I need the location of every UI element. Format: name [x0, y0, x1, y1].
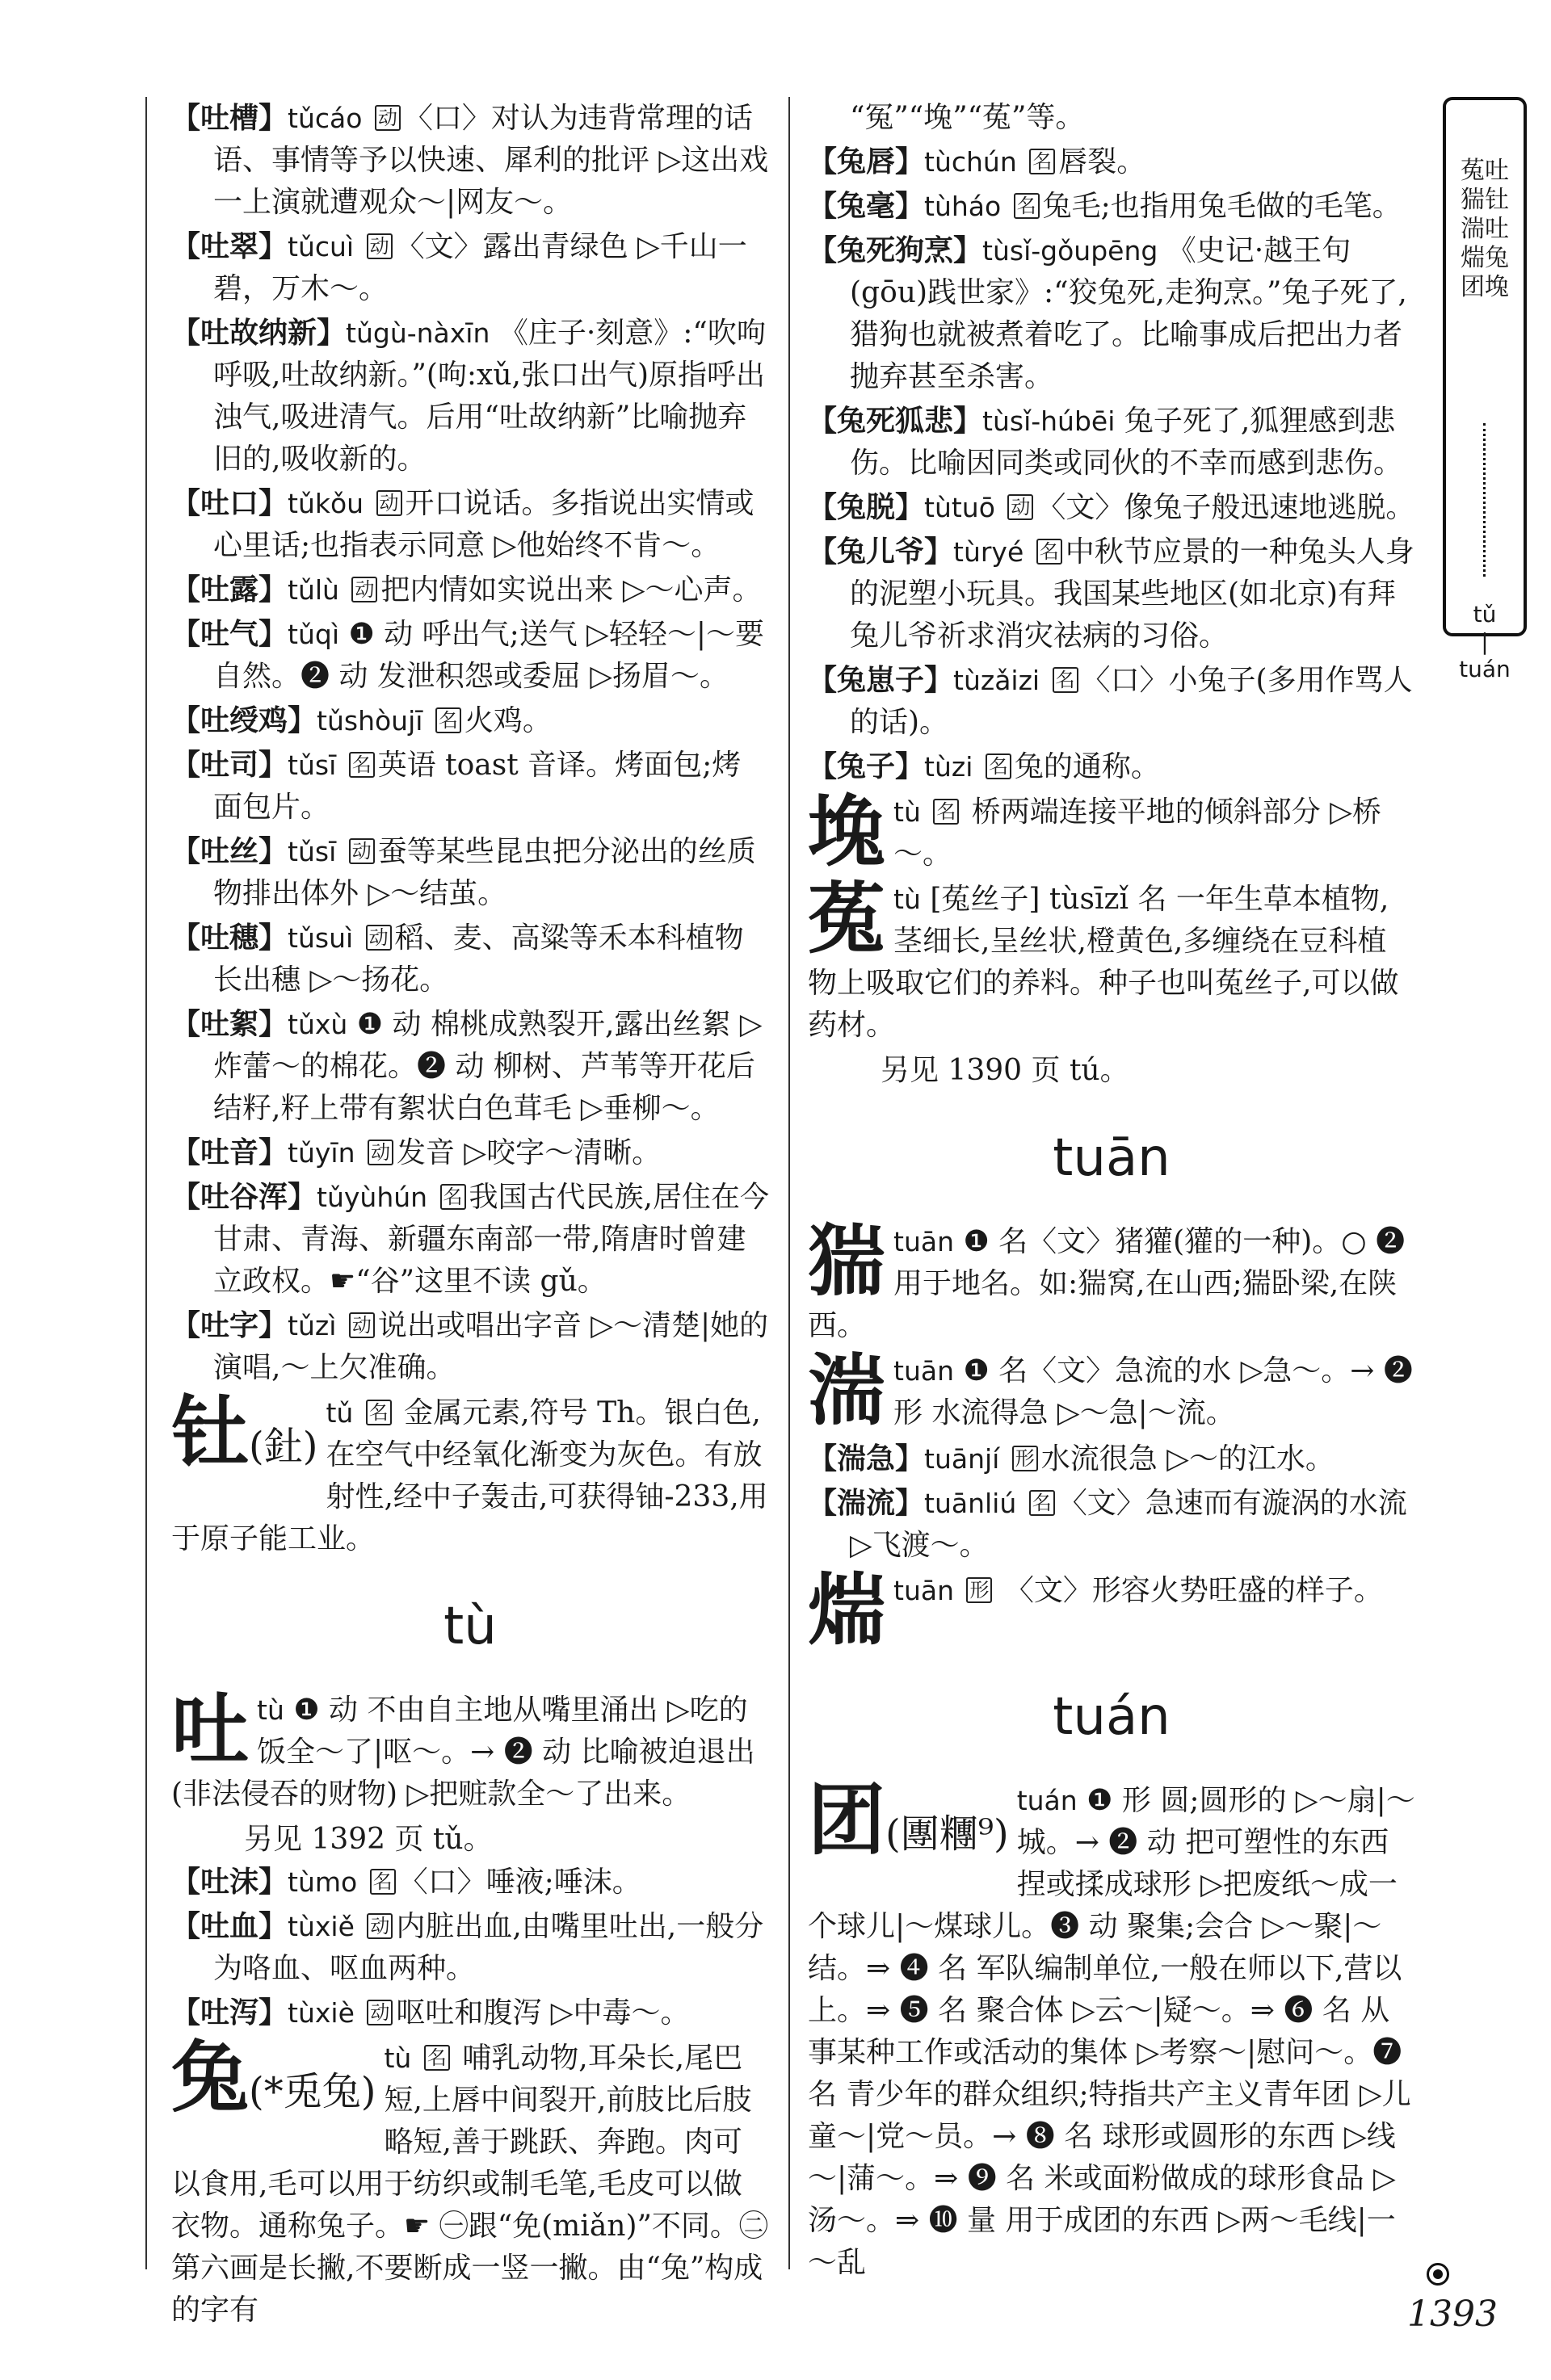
entry-headword: 【兔子】: [808, 749, 925, 783]
entry-headword: 【吐故纳新】: [171, 316, 347, 350]
right-entries-group-2: [808, 1438, 1415, 1567]
headchar-tu4: 吐: [171, 1684, 249, 1775]
dictionary-entry: [171, 97, 769, 224]
thumb-index-dotted-line: [1483, 423, 1486, 577]
pinyin: tuānjí: [924, 1443, 1000, 1475]
dictionary-entry: [171, 917, 769, 1001]
pinyin: tùzi: [924, 751, 973, 783]
thumb-index-characters: 菟吐猯钍湍吐煓兔团堍: [1461, 157, 1509, 301]
pinyin: tǔqì: [288, 619, 339, 650]
definition: 稻、麦、高粱等禾本科植物长出穗 ▷～扬花。: [213, 921, 744, 997]
left-entries-group-1: [171, 97, 769, 1389]
entry-headword: 【吐司】: [171, 748, 288, 782]
definition: 兔毛;也指用兔毛做的毛笔。: [1042, 190, 1402, 223]
dictionary-entry: [808, 185, 1415, 228]
left-entries-group-2: [171, 1861, 769, 2034]
definition: 把内情如实说出来 ▷～心声。: [380, 573, 762, 607]
definition: 兔的通称。: [1014, 750, 1160, 783]
definition: 〈文〉像兔子般迅速地逃脱。: [1036, 491, 1415, 524]
entry-headword: 【湍流】: [808, 1486, 925, 1520]
pinyin: tǔxù: [288, 1009, 348, 1040]
pinyin: tǔcáo: [288, 103, 363, 134]
continued-text: “冤”“堍”“菟”等。: [850, 101, 1085, 134]
pinyin: tùxiè: [288, 1997, 355, 2029]
pinyin: tǔkǒu: [288, 488, 364, 519]
definition: 火鸡。: [464, 704, 552, 737]
pinyin: tù: [384, 2042, 412, 2074]
definition: 蚕等某些昆虫把分泌出的丝质物排出体外 ▷～结茧。: [213, 835, 756, 910]
definition: 〈口〉唾液;唾沫。: [398, 1866, 641, 1899]
dictionary-entry: [171, 1176, 769, 1303]
dictionary-entry: [808, 659, 1415, 744]
pos-label: 名: [1029, 1490, 1055, 1516]
entry-headword: 【吐谷浑】: [171, 1180, 317, 1214]
definition: ❶ 动 呼出气;送气 ▷轻轻～|～要自然。❷ 动 发泄积怨或委屈 ▷扬眉～。: [213, 618, 765, 693]
definition: 内脏出血,由嘴里吐出,一般分为咯血、呕血两种。: [213, 1910, 764, 1985]
pinyin: tǔyùhún: [317, 1182, 428, 1213]
thumb-index-range: tǔ | tuán: [1459, 601, 1511, 682]
entry-headword: 【兔儿爷】: [808, 535, 954, 569]
definition: 英语 toast 音译。烤面包;烤面包片。: [213, 749, 742, 824]
thumb-index-tab: [1443, 97, 1527, 682]
entry-group: [808, 1774, 1415, 2284]
definition: ❶ 动 棉桃成熟裂开,露出丝絮 ▷炸蕾～的棉花。❷ 动 柳树、芦苇等开花后结籽,籽上带有絮状白色茸毛 ▷垂柳～。: [213, 1008, 763, 1125]
definition: 说出或唱出字音 ▷～清楚|她的演唱,～上欠准确。: [213, 1309, 769, 1384]
dictionary-entry: [171, 699, 769, 742]
pinyin: tùxiě: [288, 1911, 355, 1942]
entry-headword: 【吐气】: [171, 617, 288, 651]
dictionary-entry: [171, 830, 769, 915]
entry-headword: 【吐丝】: [171, 834, 288, 868]
entry-headword: 【兔死狗烹】: [808, 233, 983, 267]
definition: 开口说话。多指说出实情或心里话;也指表示同意 ▷他始终不肯～。: [213, 487, 754, 562]
pos-label: 动: [367, 233, 393, 259]
dictionary-entry: [171, 1861, 769, 1904]
definition: [菟丝子] tùsīzǐ 名 一年生草本植物,茎细长,呈丝状,橙黄色,多缠绕在豆科植物上吸取它们的养料。种子也叫菟丝子,可以做药材。: [808, 883, 1399, 1042]
dictionary-entry: [171, 225, 769, 310]
headchar-thorium: 钍(釷): [171, 1387, 318, 1478]
dictionary-entry: [171, 1905, 769, 1990]
see-also-note: 另见 1392 页 tǔ。: [244, 1823, 493, 1856]
entry-headword: 【兔死狐悲】: [808, 404, 983, 438]
pos-label: 动: [368, 1140, 393, 1165]
pos-label: 名: [1029, 149, 1055, 174]
pinyin: tǔsuì: [288, 922, 354, 954]
entry-headword: 【吐绶鸡】: [171, 703, 317, 737]
pinyin: tǔ: [326, 1397, 354, 1429]
definition: 〈口〉小兔子(多用作骂人的话)。: [850, 664, 1413, 739]
entry-tu4-vomit: [171, 1684, 769, 1815]
dictionary-entry: [808, 531, 1415, 657]
dictionary-entry: [171, 312, 769, 481]
definition: ❶ 形 圆;圆形的 ▷～扇|～城。→ ❷ 动 把可塑性的东西捏或揉成球形 ▷把废纸～成一个球儿|～煤球儿。❸ 动 聚集;会合 ▷～聚|～结。⇒ ❹ 名 军队编制单位,一般在师以下,营以上。⇒ ❺ 名 聚合体 ▷云～|疑～。⇒ ❻ 名 从事某种工作或活动的集体 ▷考察～|慰问～。❼ 名 青少年的群众组织;特指共产主义青年团 ▷儿童～|党～员。→ ❽ 名 球形或圆形的东西 ▷线～|蒲～。⇒ ❾ 名 米或面粉做成的球形食品 ▷汤～。⇒ ❿ 量 用于成团的东西 ▷两～毛线|一～乱: [808, 1784, 1415, 2279]
headchar-dodder: 菟: [808, 873, 885, 964]
pos-label: 名: [349, 752, 375, 778]
pinyin: tǔsī: [288, 749, 337, 781]
pinyin: tǔsī: [288, 836, 337, 867]
pos-label: 动: [351, 577, 377, 602]
pinyin: tuān: [893, 1355, 954, 1387]
page-number: 1393: [1407, 2294, 1498, 2335]
entry-headword: 【兔毫】: [808, 189, 925, 223]
dictionary-entry: [171, 1992, 769, 2034]
definition: 〈口〉对认为违背常理的话语、事情等予以快速、犀利的批评 ▷这出戏一上演就遭观众～|网友～。: [213, 102, 769, 219]
pos-label: 动: [1007, 494, 1033, 520]
definition: 呕吐和腹泻 ▷中毒～。: [396, 1996, 690, 2030]
dictionary-entry: [171, 613, 769, 698]
pos-label: 名: [1036, 539, 1062, 565]
definition: 发音 ▷咬字～清晰。: [396, 1136, 662, 1169]
dictionary-entry: [808, 745, 1415, 788]
pos-label: 动: [367, 1913, 393, 1939]
definition: 桥两端连接平地的倾斜部分 ▷桥～。: [893, 795, 1381, 871]
pos-label: 形: [1012, 1446, 1038, 1471]
pos-label: 形: [966, 1577, 992, 1603]
right-column: [808, 97, 1415, 2287]
pinyin: tùzǎizi: [953, 665, 1040, 696]
entry-headword: 【吐翠】: [171, 229, 288, 263]
entry-hog-badger: [808, 1215, 1415, 1347]
definition: 〈文〉露出青绿色 ▷千山一碧，万木～。: [213, 230, 747, 305]
pos-label: 动: [376, 490, 402, 516]
definition: ❶ 名〈文〉急流的水 ▷急～。→ ❷ 形 水流得急 ▷～急|～流。: [893, 1354, 1413, 1429]
definition: 〈文〉形容火势旺盛的样子。: [1004, 1574, 1383, 1607]
entry-dodder: [808, 873, 1415, 1047]
pinyin: tǔzì: [288, 1310, 337, 1341]
pinyin: tǔyīn: [288, 1137, 355, 1169]
pos-label: 名: [370, 1869, 396, 1895]
left-column-rule: [145, 97, 147, 2269]
entry-headword: 【吐血】: [171, 1909, 288, 1943]
pinyin: tùsǐ-gǒupēng: [982, 235, 1158, 267]
dictionary-entry: [808, 229, 1415, 398]
entry-headword: 【兔崽子】: [808, 663, 954, 697]
pinyin: tǔshòujī: [317, 705, 423, 737]
pos-label: 名: [1053, 667, 1078, 693]
dictionary-entry: [171, 1131, 769, 1174]
pos-label: 名: [986, 753, 1011, 779]
headchar-bridge-end: 堍: [808, 786, 885, 877]
dictionary-entry: [808, 400, 1415, 485]
headchar-group: 团(團糰⁹): [808, 1774, 1009, 1866]
entry-rabbit: [171, 2032, 769, 2332]
dictionary-entry: [171, 482, 769, 567]
entry-headword: 【吐口】: [171, 486, 288, 520]
registration-mark-icon: [1427, 2263, 1449, 2286]
entry-headword: 【兔脱】: [808, 490, 925, 524]
see-also-note: 另见 1390 页 tú。: [881, 1054, 1129, 1087]
pos-label: 名: [440, 1184, 466, 1210]
pos-label: 名: [366, 1400, 392, 1425]
entry-headword: 【吐露】: [171, 573, 288, 607]
dictionary-entry: [171, 744, 769, 829]
entry-blazing: [808, 1564, 1415, 1656]
pinyin: tuān: [893, 1226, 954, 1257]
entry-thorium: [171, 1387, 769, 1560]
headchar-hog-badger: 猯: [808, 1215, 885, 1307]
dictionary-entry: [808, 1438, 1415, 1480]
right-entries-group-1: [808, 141, 1415, 788]
pos-label: 名: [933, 799, 959, 825]
dictionary-entry: [808, 486, 1415, 529]
entry-headword: 【吐音】: [171, 1135, 288, 1169]
dictionary-entry: [808, 1482, 1415, 1567]
pinyin: tǔgù-nàxīn: [346, 317, 490, 349]
entry-headword: 【吐絮】: [171, 1007, 288, 1041]
definition: 兔子死了,狐狸感到悲伤。比喻因同类或同伙的不幸而感到悲伤。: [850, 405, 1403, 480]
pinyin: tùryé: [953, 536, 1024, 568]
pinyin: tùchún: [924, 146, 1017, 178]
section-heading-tuan1: tuān: [1053, 1128, 1171, 1188]
pinyin: tùmo: [288, 1866, 358, 1898]
pinyin: tù: [893, 884, 921, 915]
pos-label: 动: [367, 2000, 393, 2025]
pos-label: 名: [435, 707, 461, 733]
entry-headword: 【吐字】: [171, 1308, 288, 1342]
definition: 〈文〉急速而有漩涡的水流 ▷飞渡～。: [850, 1487, 1407, 1562]
dictionary-entry: [171, 1003, 769, 1130]
pos-label: 名: [1014, 193, 1040, 219]
section-heading-tu4: tù: [443, 1597, 497, 1656]
pinyin: tuānliú: [924, 1488, 1017, 1519]
pinyin: tǔlù: [288, 574, 339, 606]
definition: ❶ 名〈文〉猪獾(獾的一种)。○ ❷ 用于地名。如:猯窝,在山西;猯卧梁,在陕西。: [808, 1225, 1406, 1342]
pinyin: tùsǐ-húbēi: [982, 405, 1116, 437]
pinyin: tǔcuì: [288, 231, 355, 262]
pinyin: tuán: [1016, 1785, 1078, 1816]
entry-headword: 【吐槽】: [171, 101, 288, 135]
definition: 《史记·越王句(gōu)践世家》:“狡兔死,走狗烹。”兔子死了,猎狗也就被煮着吃了。比喻事成后把出力者抛弃甚至杀害。: [850, 234, 1407, 393]
pinyin: tù: [257, 1694, 284, 1726]
entry-bridge-end: [808, 786, 1415, 877]
definition: 我国古代民族,居住在今甘肃、青海、新疆东南部一带,隋唐时曾建立政权。☛“谷”这里不读 gǔ。: [213, 1181, 769, 1298]
pinyin: tùtuō: [924, 492, 995, 523]
section-heading-tuan2: tuán: [1053, 1687, 1171, 1747]
definition: 水流很急 ▷～的江水。: [1040, 1442, 1335, 1475]
pos-label: 动: [349, 838, 375, 864]
headchar-blazing: 煓: [808, 1564, 885, 1656]
definition: 哺乳动物,耳朵长,尾巴短,上唇中间裂开,前肢比后肢略短,善于跳跃、奔跑。肉可以食用,毛可以用于纺织或制毛笔,毛皮可以做衣物。通称兔子。☛ ㊀跟“免(miǎn)”不同。㊁第六画是长撇,不要断成一竖一撇。由“兔”构成的字有: [171, 2042, 768, 2327]
entry-headword: 【吐穗】: [171, 921, 288, 955]
pos-label: 名: [424, 2045, 450, 2071]
center-column-rule: [788, 97, 790, 2269]
headchar-rabbit: 兔(*兎兔): [171, 2032, 376, 2123]
definition: 金属元素,符号 Th。银白色,在空气中经氧化渐变为灰色。有放射性,经中子轰击,可获得铀-233,用于原子能工业。: [171, 1396, 768, 1555]
left-column: [171, 97, 769, 2335]
entry-headword: 【吐沫】: [171, 1865, 288, 1899]
entry-rapids: [808, 1345, 1415, 1436]
definition: ❶ 动 不由自主地从嘴里涌出 ▷吃的饭全～了|呕～。→ ❷ 动 比喻被迫退出(非法侵吞的财物) ▷把赃款全～了出来。: [171, 1694, 755, 1811]
pinyin: tùháo: [924, 191, 1002, 222]
definition: 《庄子·刻意》:“吹呴呼吸,吐故纳新。”(呴:xǔ,张口出气)原指呼出浊气,吸进清气。后用“吐故纳新”比喻抛弃旧的,吸收新的。: [213, 317, 766, 476]
pos-label: 动: [349, 1312, 375, 1338]
headchar-rapids: 湍: [808, 1345, 885, 1436]
pinyin: tù: [893, 796, 921, 828]
pos-label: 动: [366, 925, 392, 951]
entry-headword: 【湍急】: [808, 1442, 925, 1475]
definition: 唇裂。: [1058, 145, 1146, 178]
pinyin: tuān: [893, 1575, 954, 1606]
dictionary-entry: [171, 569, 769, 611]
dictionary-entry: [808, 141, 1415, 183]
definition: 中秋节应景的一种兔头人身的泥塑小玩具。我国某些地区(如北京)有拜兔儿爷祈求消灾祛病的习俗。: [850, 535, 1414, 653]
pos-label: 动: [375, 105, 401, 131]
entry-headword: 【吐泻】: [171, 1996, 288, 2030]
dictionary-entry: [171, 1304, 769, 1389]
entry-headword: 【兔唇】: [808, 145, 925, 178]
